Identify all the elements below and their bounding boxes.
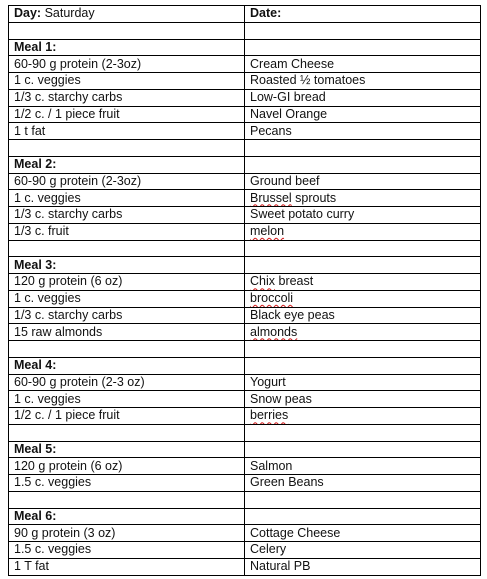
- meal-title-cell[interactable]: [9, 357, 245, 374]
- meal-title-cell[interactable]: [9, 441, 245, 458]
- food-cell[interactable]: [245, 408, 481, 425]
- food-cell[interactable]: [245, 56, 481, 73]
- meal-title: Meal 3:: [14, 257, 57, 272]
- empty-cell[interactable]: [245, 39, 481, 56]
- food-text: Cottage Cheese: [250, 525, 341, 540]
- portion-text: 60-90 g protein (2-3oz): [14, 173, 142, 188]
- food-cell[interactable]: [245, 123, 481, 140]
- meal-title-cell[interactable]: [9, 257, 245, 274]
- portion-cell[interactable]: [9, 525, 245, 542]
- meal-item-row: [9, 290, 481, 307]
- empty-cell[interactable]: [245, 140, 481, 157]
- spacer-row: [9, 424, 481, 441]
- meal-item-row: [9, 73, 481, 90]
- empty-cell[interactable]: [245, 22, 481, 39]
- food-text: Sweet potato curry: [250, 207, 355, 222]
- food-cell[interactable]: [245, 73, 481, 90]
- portion-text: 15 raw almonds: [14, 324, 103, 339]
- empty-cell[interactable]: [245, 491, 481, 508]
- food-cell[interactable]: [245, 207, 481, 224]
- meal-item-row: [9, 190, 481, 207]
- food-text: Salmon: [250, 458, 293, 473]
- empty-cell[interactable]: [9, 22, 245, 39]
- empty-cell[interactable]: [245, 341, 481, 358]
- food-cell[interactable]: [245, 475, 481, 492]
- meal-item-row: [9, 106, 481, 123]
- meal-title-row: [9, 156, 481, 173]
- food-text: Low-GI bread: [250, 90, 326, 105]
- empty-cell[interactable]: [9, 140, 245, 157]
- food-text: Celery: [250, 542, 287, 557]
- portion-cell[interactable]: [9, 190, 245, 207]
- portion-cell[interactable]: [9, 458, 245, 475]
- meal-item-row: [9, 89, 481, 106]
- portion-text: 60-90 g protein (2-3oz): [14, 56, 142, 71]
- portion-text: 120 g protein (6 oz): [14, 274, 123, 289]
- spellcheck-word: broccoli: [250, 291, 294, 306]
- spacer-row: [9, 140, 481, 157]
- portion-text: 1/3 c. starchy carbs: [14, 90, 123, 105]
- food-cell[interactable]: Brussel sprouts: [245, 190, 481, 207]
- food-text: Natural PB: [250, 559, 311, 574]
- spacer-row: [9, 22, 481, 39]
- meal-title-row: [9, 357, 481, 374]
- spellcheck-word: berries: [250, 408, 289, 423]
- date-cell[interactable]: [245, 6, 481, 23]
- meal-title: Meal 5:: [14, 441, 57, 456]
- date-label: Date:: [250, 6, 282, 21]
- meal-title-cell[interactable]: [9, 508, 245, 525]
- meal-title: Meal 1:: [14, 39, 57, 54]
- portion-cell[interactable]: [9, 207, 245, 224]
- meal-title-row: [9, 39, 481, 56]
- portion-cell[interactable]: [9, 408, 245, 425]
- portion-cell[interactable]: [9, 73, 245, 90]
- day-cell[interactable]: [9, 6, 245, 23]
- meal-item-row: [9, 475, 481, 492]
- food-cell[interactable]: [245, 290, 481, 307]
- meal-item-row: [9, 391, 481, 408]
- empty-cell[interactable]: [245, 424, 481, 441]
- portion-text: 1 c. veggies: [14, 391, 81, 406]
- portion-cell[interactable]: [9, 374, 245, 391]
- portion-cell[interactable]: [9, 89, 245, 106]
- meal-title: Meal 2:: [14, 157, 57, 172]
- food-cell[interactable]: [245, 324, 481, 341]
- meal-item-row: [9, 542, 481, 559]
- meal-plan-table: [8, 5, 481, 576]
- empty-cell[interactable]: [245, 441, 481, 458]
- portion-text: 1 T fat: [14, 559, 49, 574]
- portion-cell[interactable]: [9, 558, 245, 575]
- meal-item-row: [9, 324, 481, 341]
- meal-item-row: [9, 274, 481, 291]
- meal-item-row: [9, 123, 481, 140]
- portion-text: 1/3 c. fruit: [14, 224, 69, 239]
- meal-item-row: [9, 525, 481, 542]
- empty-cell[interactable]: [9, 424, 245, 441]
- empty-cell[interactable]: [245, 508, 481, 525]
- meal-item-row: [9, 173, 481, 190]
- portion-text: 1 c. veggies: [14, 190, 81, 205]
- meal-item-row: [9, 207, 481, 224]
- empty-cell[interactable]: [9, 341, 245, 358]
- portion-text: 1.5 c. veggies: [14, 542, 92, 557]
- meal-item-row: [9, 374, 481, 391]
- portion-text: 1/2 c. / 1 piece fruit: [14, 408, 120, 423]
- food-text: Pecans: [250, 123, 292, 138]
- meal-plan-body: [9, 6, 481, 576]
- meal-item-row: [9, 558, 481, 575]
- food-cell[interactable]: [245, 542, 481, 559]
- portion-cell[interactable]: [9, 56, 245, 73]
- food-cell[interactable]: [245, 106, 481, 123]
- empty-cell[interactable]: [245, 257, 481, 274]
- portion-cell[interactable]: [9, 290, 245, 307]
- food-cell[interactable]: [245, 391, 481, 408]
- header-row: [9, 6, 481, 23]
- food-cell[interactable]: [245, 374, 481, 391]
- portion-text: 1/3 c. starchy carbs: [14, 307, 123, 322]
- food-cell[interactable]: [245, 307, 481, 324]
- portion-cell[interactable]: [9, 542, 245, 559]
- food-text: Green Beans: [250, 475, 324, 490]
- meal-item-row: [9, 458, 481, 475]
- portion-text: 1 c. veggies: [14, 73, 81, 88]
- meal-item-row: [9, 307, 481, 324]
- food-text: Yogurt: [250, 374, 286, 389]
- day-label: Day:: [14, 6, 42, 21]
- meal-title: Meal 4:: [14, 358, 57, 373]
- meal-title-cell[interactable]: [9, 156, 245, 173]
- portion-cell[interactable]: [9, 475, 245, 492]
- food-cell[interactable]: [245, 223, 481, 240]
- empty-cell[interactable]: [245, 240, 481, 257]
- food-cell[interactable]: Chix breast: [245, 274, 481, 291]
- empty-cell[interactable]: [245, 357, 481, 374]
- portion-cell[interactable]: [9, 173, 245, 190]
- portion-text: 1.5 c. veggies: [14, 475, 92, 490]
- portion-cell[interactable]: [9, 223, 245, 240]
- meal-item-row: [9, 408, 481, 425]
- food-text: Black eye peas: [250, 307, 335, 322]
- portion-text: 60-90 g protein (2-3 oz): [14, 374, 145, 389]
- meal-item-row: [9, 56, 481, 73]
- food-cell[interactable]: [245, 89, 481, 106]
- food-cell[interactable]: [245, 558, 481, 575]
- portion-text: 120 g protein (6 oz): [14, 458, 123, 473]
- portion-text: 90 g protein (3 oz): [14, 525, 116, 540]
- portion-cell[interactable]: [9, 391, 245, 408]
- meal-title: Meal 6:: [14, 508, 57, 523]
- portion-cell[interactable]: [9, 106, 245, 123]
- spellcheck-word: Brussel: [250, 190, 292, 205]
- meal-title-row: [9, 508, 481, 525]
- spacer-row: [9, 240, 481, 257]
- spacer-row: [9, 341, 481, 358]
- meal-title-row: [9, 441, 481, 458]
- portion-cell[interactable]: [9, 324, 245, 341]
- meal-title-cell[interactable]: [9, 39, 245, 56]
- spellcheck-word: melon: [250, 224, 285, 239]
- portion-cell[interactable]: [9, 123, 245, 140]
- empty-cell[interactable]: [9, 491, 245, 508]
- meal-title-row: [9, 257, 481, 274]
- food-text: Snow peas: [250, 391, 312, 406]
- food-cell[interactable]: [245, 173, 481, 190]
- spellcheck-word: almonds: [250, 324, 298, 339]
- portion-text: 1 c. veggies: [14, 291, 81, 306]
- spellcheck-word: Chix: [250, 274, 276, 289]
- food-cell[interactable]: [245, 525, 481, 542]
- food-cell[interactable]: [245, 458, 481, 475]
- portion-cell[interactable]: [9, 274, 245, 291]
- food-text: Roasted ½ tomatoes: [250, 73, 366, 88]
- food-text: Ground beef: [250, 173, 320, 188]
- portion-text: 1/2 c. / 1 piece fruit: [14, 106, 120, 121]
- portion-text: 1/3 c. starchy carbs: [14, 207, 123, 222]
- spacer-row: [9, 491, 481, 508]
- food-text: Navel Orange: [250, 106, 328, 121]
- empty-cell[interactable]: [9, 240, 245, 257]
- empty-cell[interactable]: [245, 156, 481, 173]
- portion-text: 1 t fat: [14, 123, 46, 138]
- day-value: Saturday: [44, 6, 95, 21]
- food-text: Cream Cheese: [250, 56, 335, 71]
- meal-item-row: [9, 223, 481, 240]
- portion-cell[interactable]: [9, 307, 245, 324]
